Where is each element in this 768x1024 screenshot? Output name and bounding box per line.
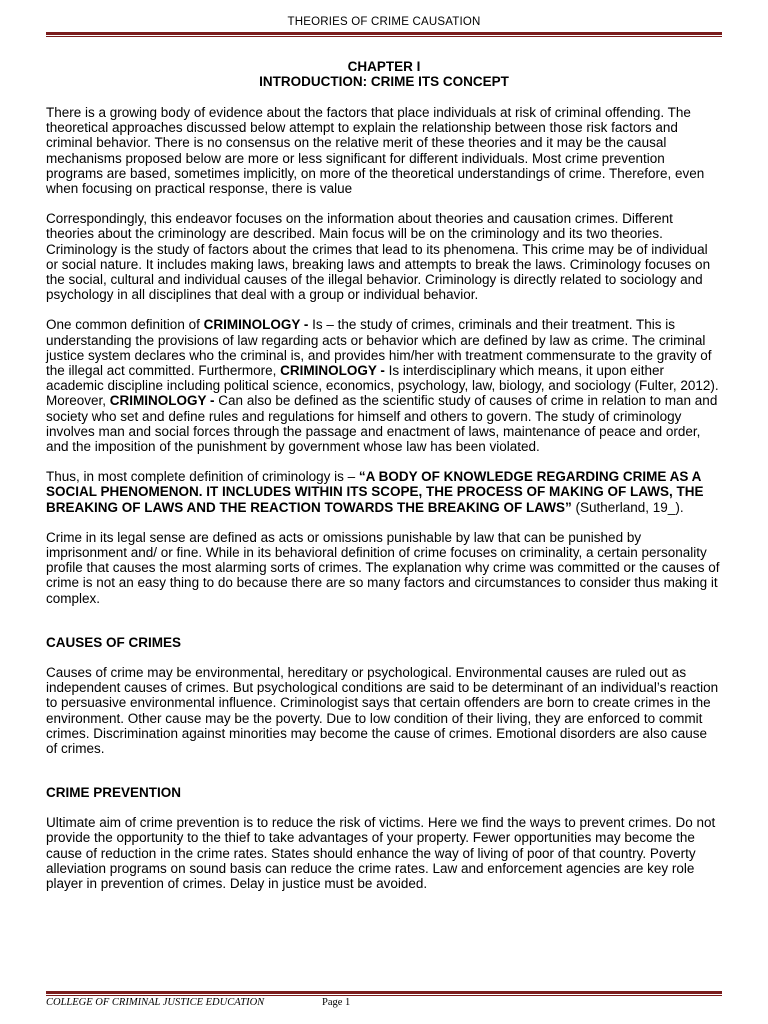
term-criminology: CRIMINOLOGY - <box>280 363 385 379</box>
text-run: One common definition of <box>46 317 204 333</box>
term-criminology: CRIMINOLOGY - <box>203 317 309 333</box>
chapter-title: INTRODUCTION: CRIME ITS CONCEPT <box>259 74 509 89</box>
footer-college: COLLEGE OF CRIMINAL JUSTICE EDUCATION <box>46 997 265 1008</box>
heading-causes-of-crimes: CAUSES OF CRIMES <box>46 634 182 650</box>
paragraph-complete-definition <box>46 469 722 515</box>
footer <box>46 997 722 1008</box>
heading-crime-prevention: CRIME PREVENTION <box>46 785 182 801</box>
paragraph-intro: There is a growing body of evidence about the factors that place individuals at risk of criminal offending. The theoretical approaches discussed below attempt to explain the relationship between those risk factors and criminal behavior. There is no consensus on the relative merit of these theories and it may be the causal mechanisms proposed below are more or less significant for different individuals. Most crime prevention programs are based, sometimes implicitly, on more of the theoretical understandings of crime. Therefore, even when focusing on practical response, there is value <box>46 105 705 197</box>
term-criminology: CRIMINOLOGY - <box>109 393 215 409</box>
paragraph-crime-legal-sense: Crime in its legal sense are defined as acts or omissions punishable by law that can be punished by imprisonment and/ or fine. While in its behavioral definition of crime focuses on criminality, a certain personality profile that causes the most alarming sorts of crimes. The explanation why crime was committed or the causes of crime is not an easy thing to do because there are so many factors and circumstances to consider thus making it complex. <box>46 529 720 606</box>
text-run: Thus, in most complete definition of criminology is – <box>46 469 359 485</box>
paragraph-correspondingly: Correspondingly, this endeavor focuses on the information about theories and causation crimes. Different theories about the criminology are described. Main focus will be on the criminology and its two theories. Criminology is the study of factors about the crimes that lead to its phenomena. This crime may be of individual or social nature. It includes making laws, breaking laws and attempts to break the laws. Criminology focuses on the social, cultural and individual causes of the illegal behavior. Criminology is directly related to sociology and psychology in all disciplines that deal with a group or individual behavior. <box>46 211 711 303</box>
citation: (Sutherland, 19_). <box>571 499 684 515</box>
text-run: Can also be defined as the scientific study of causes of crime in relation to man and society who set and define rules and regulations for himself and others to govern. The study of criminology involves man and social forces through the passage and enactment of laws, maintenance of peace and order, and the imposition of the punishment by government whose law has been violated. <box>46 393 718 455</box>
page-content <box>46 59 722 891</box>
page-number: Page 1 <box>322 997 351 1008</box>
footer-rule <box>46 991 722 996</box>
running-header: THEORIES OF CRIME CAUSATION <box>287 16 481 28</box>
paragraph-causes: Causes of crime may be environmental, hereditary or psychological. Environmental causes are ruled out as independent causes of crimes. But psychological conditions are said to be determinant of an individual’s reaction to persuasive environmental influence. Criminologist says that certain offenders are born to create crimes in the environment. Other cause may be the poverty. Due to low condition of their living, they are enforced to commit crimes. Discrimination against minorities may become the cause of crimes. Emotional disorders are also cause of crimes. <box>46 664 719 756</box>
paragraph-prevention: Ultimate aim of crime prevention is to reduce the risk of victims. Here we find the ways to prevent crimes. Do not provide the opportunity to the thief to take advantages of your property. Fewer opportunities may become the cause of reduction in the crime rates. States should enhance the way of living of poor of that country. Poverty alleviation programs on sound basis can reduce the crime rates. Law and enforcement agencies are key role player in prevention of crimes. Delay in justice must be avoided. <box>46 815 716 891</box>
text-run: Is interdisciplinary which means, it upon either academic discipline including political science, economics, psychology, law, biology, and sociology (Fulter, 2012). Moreover, <box>46 363 719 409</box>
chapter-number: CHAPTER I <box>347 59 421 74</box>
text-run: Is – the study of crimes, criminals and their treatment. This is understanding the provisions of law regarding acts or behavior which are defined by law as crime. The criminal justice system declares who the criminal is, and provides him/her with treatment commensurate to the gravity of the illegal act committed. Furthermore, <box>46 317 712 379</box>
header-rule <box>46 32 722 37</box>
paragraph-criminology-definition <box>46 317 722 454</box>
definition-quote: “A BODY OF KNOWLEDGE REGARDING CRIME AS A SOCIAL PHENOMENON. IT INCLUDES WITHIN ITS SCOPE, THE PROCESS OF MAKING OF LAWS, THE BREAKING OF LAWS AND THE REACTION TOWARDS THE BREAKING OF LAWS” <box>46 469 704 515</box>
